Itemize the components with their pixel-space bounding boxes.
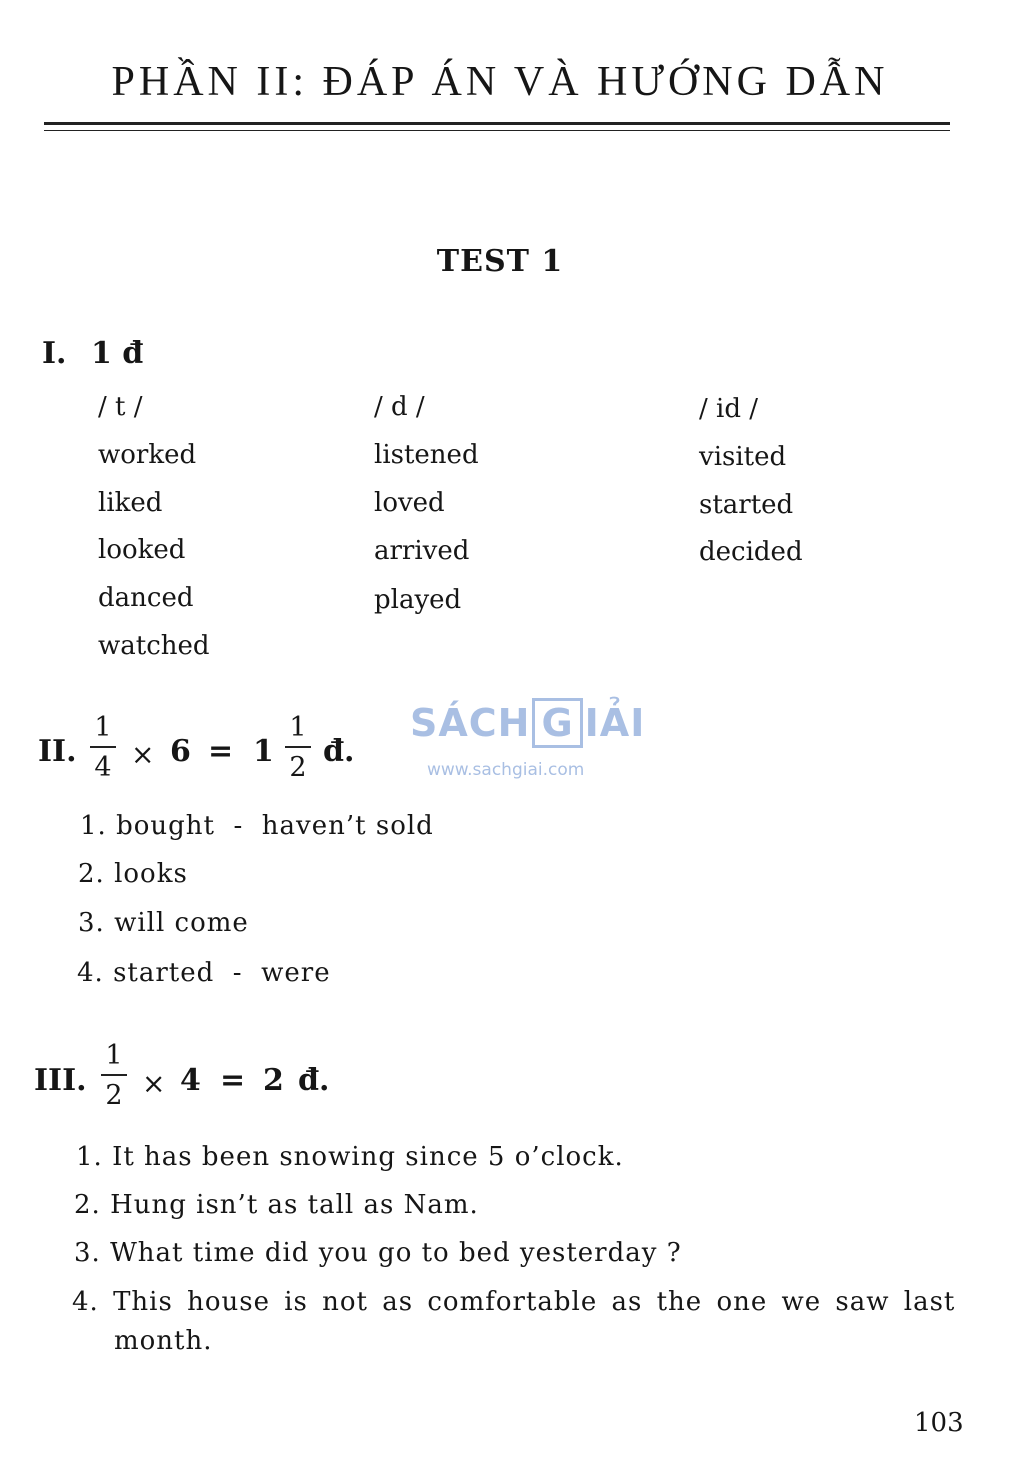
section-2-unit: đ. [323, 734, 355, 769]
fraction-bar [90, 746, 116, 748]
section-2-fraction-2 [285, 714, 311, 781]
answer-text: It has been snowing since 5 o’clock. [112, 1142, 624, 1172]
section-3-answer-2 [74, 1190, 479, 1220]
word-played: played [374, 585, 462, 615]
watermark-g-box: G [532, 698, 582, 748]
answer-text: What time did you go to bed yesterday ? [110, 1238, 682, 1268]
fraction-denominator: 2 [105, 1080, 123, 1111]
header-rule-thick [44, 122, 950, 125]
section-3-answer-3 [74, 1238, 682, 1268]
fraction-denominator: 4 [94, 752, 112, 783]
section-3-answer-1 [76, 1142, 624, 1172]
answer-number: 2. [78, 859, 105, 889]
answer-text: Hung isn’t as tall as Nam. [110, 1190, 479, 1220]
section-2-label: II. [38, 734, 77, 769]
word-visited: visited [699, 442, 787, 472]
answer-number: 4. [77, 958, 104, 988]
column-d-header: / d / [374, 392, 425, 422]
word-liked: liked [98, 488, 163, 518]
fraction-bar [285, 746, 311, 748]
answer-number: 4. [72, 1287, 99, 1317]
header-rule-thin [44, 130, 950, 131]
times-sign: × [131, 738, 155, 771]
word-looked: looked [98, 535, 186, 565]
test-title: TEST 1 [436, 244, 564, 279]
equals-sign: = [220, 1063, 246, 1098]
section-3-multiplier: 4 [180, 1063, 201, 1098]
answer-number: 3. [74, 1238, 101, 1268]
word-watched: watched [98, 631, 210, 661]
section-2-answer-4 [77, 958, 331, 988]
section-3-fraction [101, 1042, 127, 1109]
answer-text: bought - haven’t sold [116, 811, 434, 841]
answer-text: looks [114, 859, 188, 889]
word-decided: decided [699, 537, 803, 567]
answer-number: 1. [76, 1142, 103, 1172]
page-number: 103 [914, 1408, 964, 1438]
fraction-numerator: 1 [94, 712, 112, 743]
column-id-header: / id / [699, 394, 759, 424]
times-sign: × [142, 1067, 166, 1100]
answer-number: 1. [80, 811, 107, 841]
section-3-label: III. [34, 1063, 87, 1098]
word-listened: listened [374, 440, 479, 470]
word-loved: loved [374, 488, 445, 518]
fraction-numerator: 1 [289, 712, 307, 743]
section-1-points: 1 đ [90, 336, 144, 371]
word-arrived: arrived [374, 536, 470, 566]
section-2-answer-1 [80, 811, 434, 841]
part-title: PHẦN II: ĐÁP ÁN VÀ HƯỚNG DẪN [111, 59, 889, 105]
answer-text: will come [114, 908, 249, 938]
fraction-numerator: 1 [105, 1040, 123, 1071]
section-3-answer-4-continued: month. [114, 1326, 213, 1356]
section-2-answer-2 [78, 859, 188, 889]
answer-text: started - were [113, 958, 331, 988]
watermark-logo [410, 698, 645, 748]
word-started: started [699, 490, 794, 520]
column-t-header: / t / [98, 392, 143, 422]
word-danced: danced [98, 583, 194, 613]
answer-text: This house is not as comfortable as the one we saw last [113, 1287, 956, 1317]
section-2-multiplier: 6 [170, 734, 191, 769]
fraction-bar [101, 1074, 127, 1076]
section-2-answer-3 [78, 908, 249, 938]
fraction-denominator: 2 [289, 752, 307, 783]
section-1-label: I. [42, 336, 67, 371]
word-worked: worked [98, 440, 197, 470]
section-3-answer-4 [72, 1287, 955, 1317]
section-2-fraction-1 [90, 714, 116, 781]
answer-number: 3. [78, 908, 105, 938]
watermark-right: IẢI [584, 701, 646, 745]
section-2-whole: 1 [253, 734, 274, 769]
watermark-url: www.sachgiai.com [427, 760, 585, 780]
watermark-left: SÁCH [410, 701, 531, 745]
section-1-heading [42, 336, 143, 371]
answer-number: 2. [74, 1190, 101, 1220]
section-3-unit: đ. [298, 1063, 330, 1098]
equals-sign: = [208, 734, 234, 769]
section-3-result: 2 [263, 1063, 284, 1098]
